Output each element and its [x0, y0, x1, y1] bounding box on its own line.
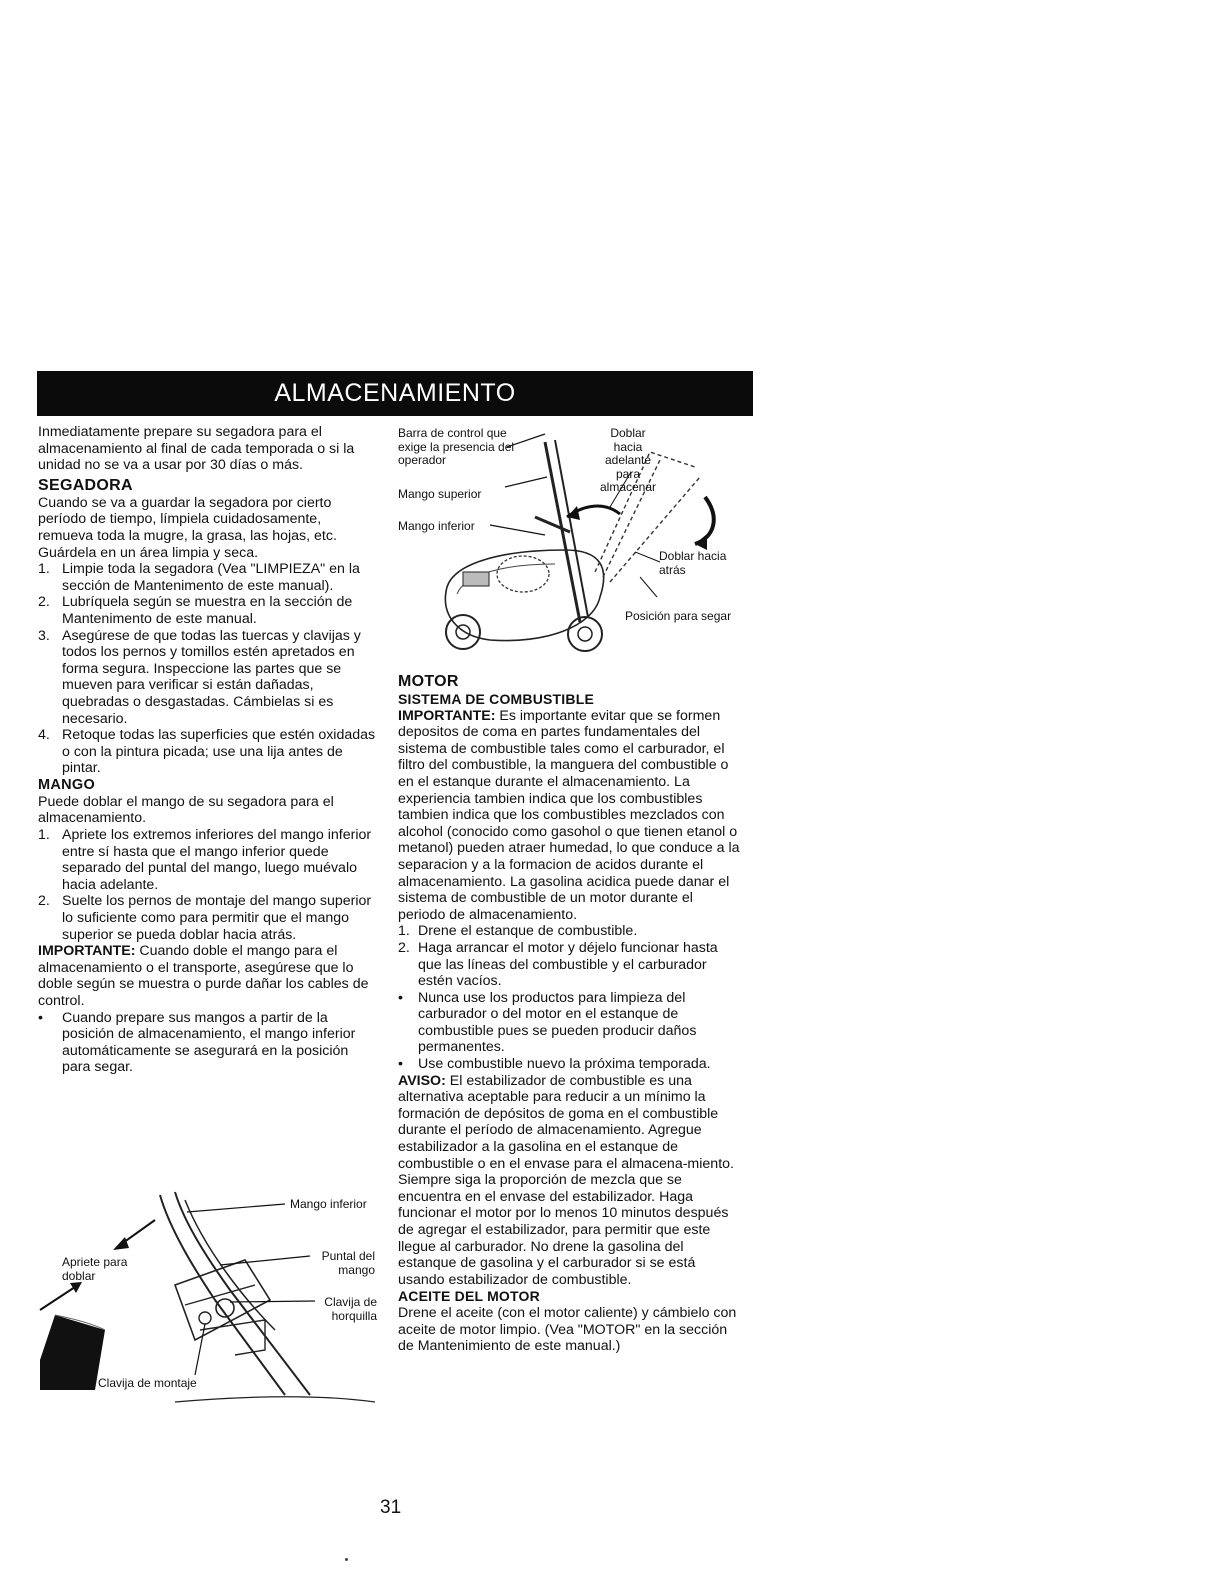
- label-clavija-montaje: Clavija de montaje: [98, 1376, 197, 1390]
- mango-heading: MANGO: [38, 776, 96, 793]
- label-clavija-horquilla: Clavija de horquilla: [324, 1295, 377, 1323]
- list-item: • Use combustible nuevo la próxima temporada.: [398, 1056, 711, 1073]
- combustible-subheading: SISTEMA DE COMBUSTIBLE: [398, 691, 594, 707]
- mango-paragraph: Puede doblar el mango de su segadora para el almacenamiento.: [38, 793, 334, 827]
- label-posicion-segar: Posición para segar: [625, 609, 732, 623]
- mower-handle-figure: [395, 422, 745, 667]
- scan-speck: [345, 1558, 348, 1561]
- list-item: 2. Suelte los pernos de montaje del mango superior lo suficiente como para permitir que el mango superior se pueda doblar hacia atrás.: [38, 893, 372, 943]
- label-mango-inferior: Mango inferior: [398, 519, 475, 533]
- list-item: • Cuando prepare sus mangos a partir de la posición de almacenamiento, el mango inferior automáticamente se asegurará en la posición para segar.: [38, 1009, 356, 1076]
- label-mango-superior: Mango superior: [398, 487, 482, 501]
- aviso-note: AVISO: El estabilizador de combustible es una alternativa aceptable para reducir a un mínimo la formación de depósitos de goma en el combustible durante el período de almacenamiento. Agregue estabilizador a la gasolina en el estanque de combustible o en el envase para el almacena-miento. Siempre siga la proporción de mezcla que se encuentra en el envase del estabilizador. Haga funcionar el motor por lo menos 10 minutos después de agregar el estabilizador, para permitir que este llegue al carburador. No drene la gasolina del estanque de gasolina y el carburador si se está usando estabilizador de combustible.: [398, 1072, 734, 1288]
- list-item: 1. Apriete los extremos inferiores del mango inferior entre sí hasta que el mango inferior quede separado del puntal del mango, luego muévalo hacia adelante.: [38, 827, 372, 893]
- mango-bullets: [38, 1010, 378, 1076]
- label-apriete-doblar: Apriete para doblar: [62, 1255, 128, 1283]
- label-doblar-atras: Doblar hacia atrás: [659, 549, 727, 577]
- handle-clip-figure: [35, 1190, 380, 1415]
- mango-important-note: IMPORTANTE: Cuando doble el mango para el almacenamiento o el transporte, asegúrese que lo doble según se muestra o purde dañar los cables de control.: [38, 943, 369, 1009]
- list-item: • Nunca use los productos para limpieza del carburador o del motor en el estanque de combustible pues se pueden producir daños permanentes.: [398, 989, 697, 1056]
- aceite-paragraph: Drene el aceite (con el motor caliente) y cámbielo con aceite de motor limpio. (Vea "MOTOR" en la sección de Mantenimiento de este manual.): [398, 1304, 737, 1355]
- aceite-subheading: ACEITE DEL MOTOR: [398, 1288, 540, 1305]
- label-barra-control: Barra de control que exige la presencia del operador: [398, 426, 515, 467]
- list-item: 4. Retoque todas las superficies que estén oxidadas o con la pintura picada; use una lija antes de pintar.: [38, 727, 376, 777]
- list-item: 1. Drene el estanque de combustible.: [398, 923, 638, 940]
- segadora-paragraph: Cuando se va a guardar la segadora por cierto período de tiempo, límpiela cuidadosamente, remueva toda la mugre, la grasa, las hojas, etc. Guárdela en un área limpia y seca.: [38, 494, 337, 561]
- label-puntal-mango: Puntal del mango: [321, 1249, 375, 1277]
- label-mango-inferior-2: Mango inferior: [290, 1197, 367, 1211]
- motor-steps: [398, 923, 743, 989]
- mango-steps: [38, 827, 378, 943]
- motor-bullets: [398, 990, 743, 1073]
- section-title: ALMACENAMIENTO: [274, 379, 516, 407]
- right-column: [398, 670, 743, 1355]
- list-item: 2. Haga arrancar el motor y déjelo funcionar hasta que las líneas del combustible y el carburador estén vacíos.: [398, 939, 718, 990]
- segadora-steps: [38, 561, 378, 777]
- list-item: 2. Lubríquela según se muestra en la sección de Mantenimento de este manual.: [38, 594, 353, 627]
- page-number: 31: [380, 1497, 402, 1518]
- motor-heading: MOTOR: [398, 673, 459, 690]
- label-doblar-adelante: Doblar hacia adelante para almacenar: [599, 426, 657, 494]
- list-item: 3. Asegúrese de que todas las tuercas y clavijas y todos los pernos y tomillos estén apretados en forma segura. Inspeccione las partes que se mueven para verificar si están dañadas, quebradas o desgastadas. Cámbielas si es necesario.: [38, 627, 361, 727]
- segadora-heading: SEGADORA: [38, 476, 133, 494]
- list-item: 1. Limpie toda la segadora (Vea "LIMPIEZA" en la sección de Mantenimento de este manual).: [38, 561, 360, 594]
- section-title-banner: [37, 371, 753, 416]
- left-column: [38, 424, 378, 1076]
- motor-important-note: IMPORTANTE: Es importante evitar que se formen depositos de coma en partes fundamentales del sistema de combustible tales como el carburador, el filtro del combustible, la manguera del combustible o en el estanque durante el almacenamiento. La experiencia tambien indica que los combustibles tambien indica que los combustibles mezclados con alcohol (conocido como gasohol o que tienen etanol o metanol) pueden atraer humedad, lo que conduce a la separacion y a la formacion de acidos durante el almacenamiento. La gasolina acidica puede danar el sistema de combustible de un motor durante el periodo de almacenamiento.: [398, 707, 740, 923]
- intro-paragraph: Inmediatamente prepare su segadora para el almacenamiento al final de cada temporada o si la unidad no se va a usar por 30 días o más.: [38, 424, 355, 474]
